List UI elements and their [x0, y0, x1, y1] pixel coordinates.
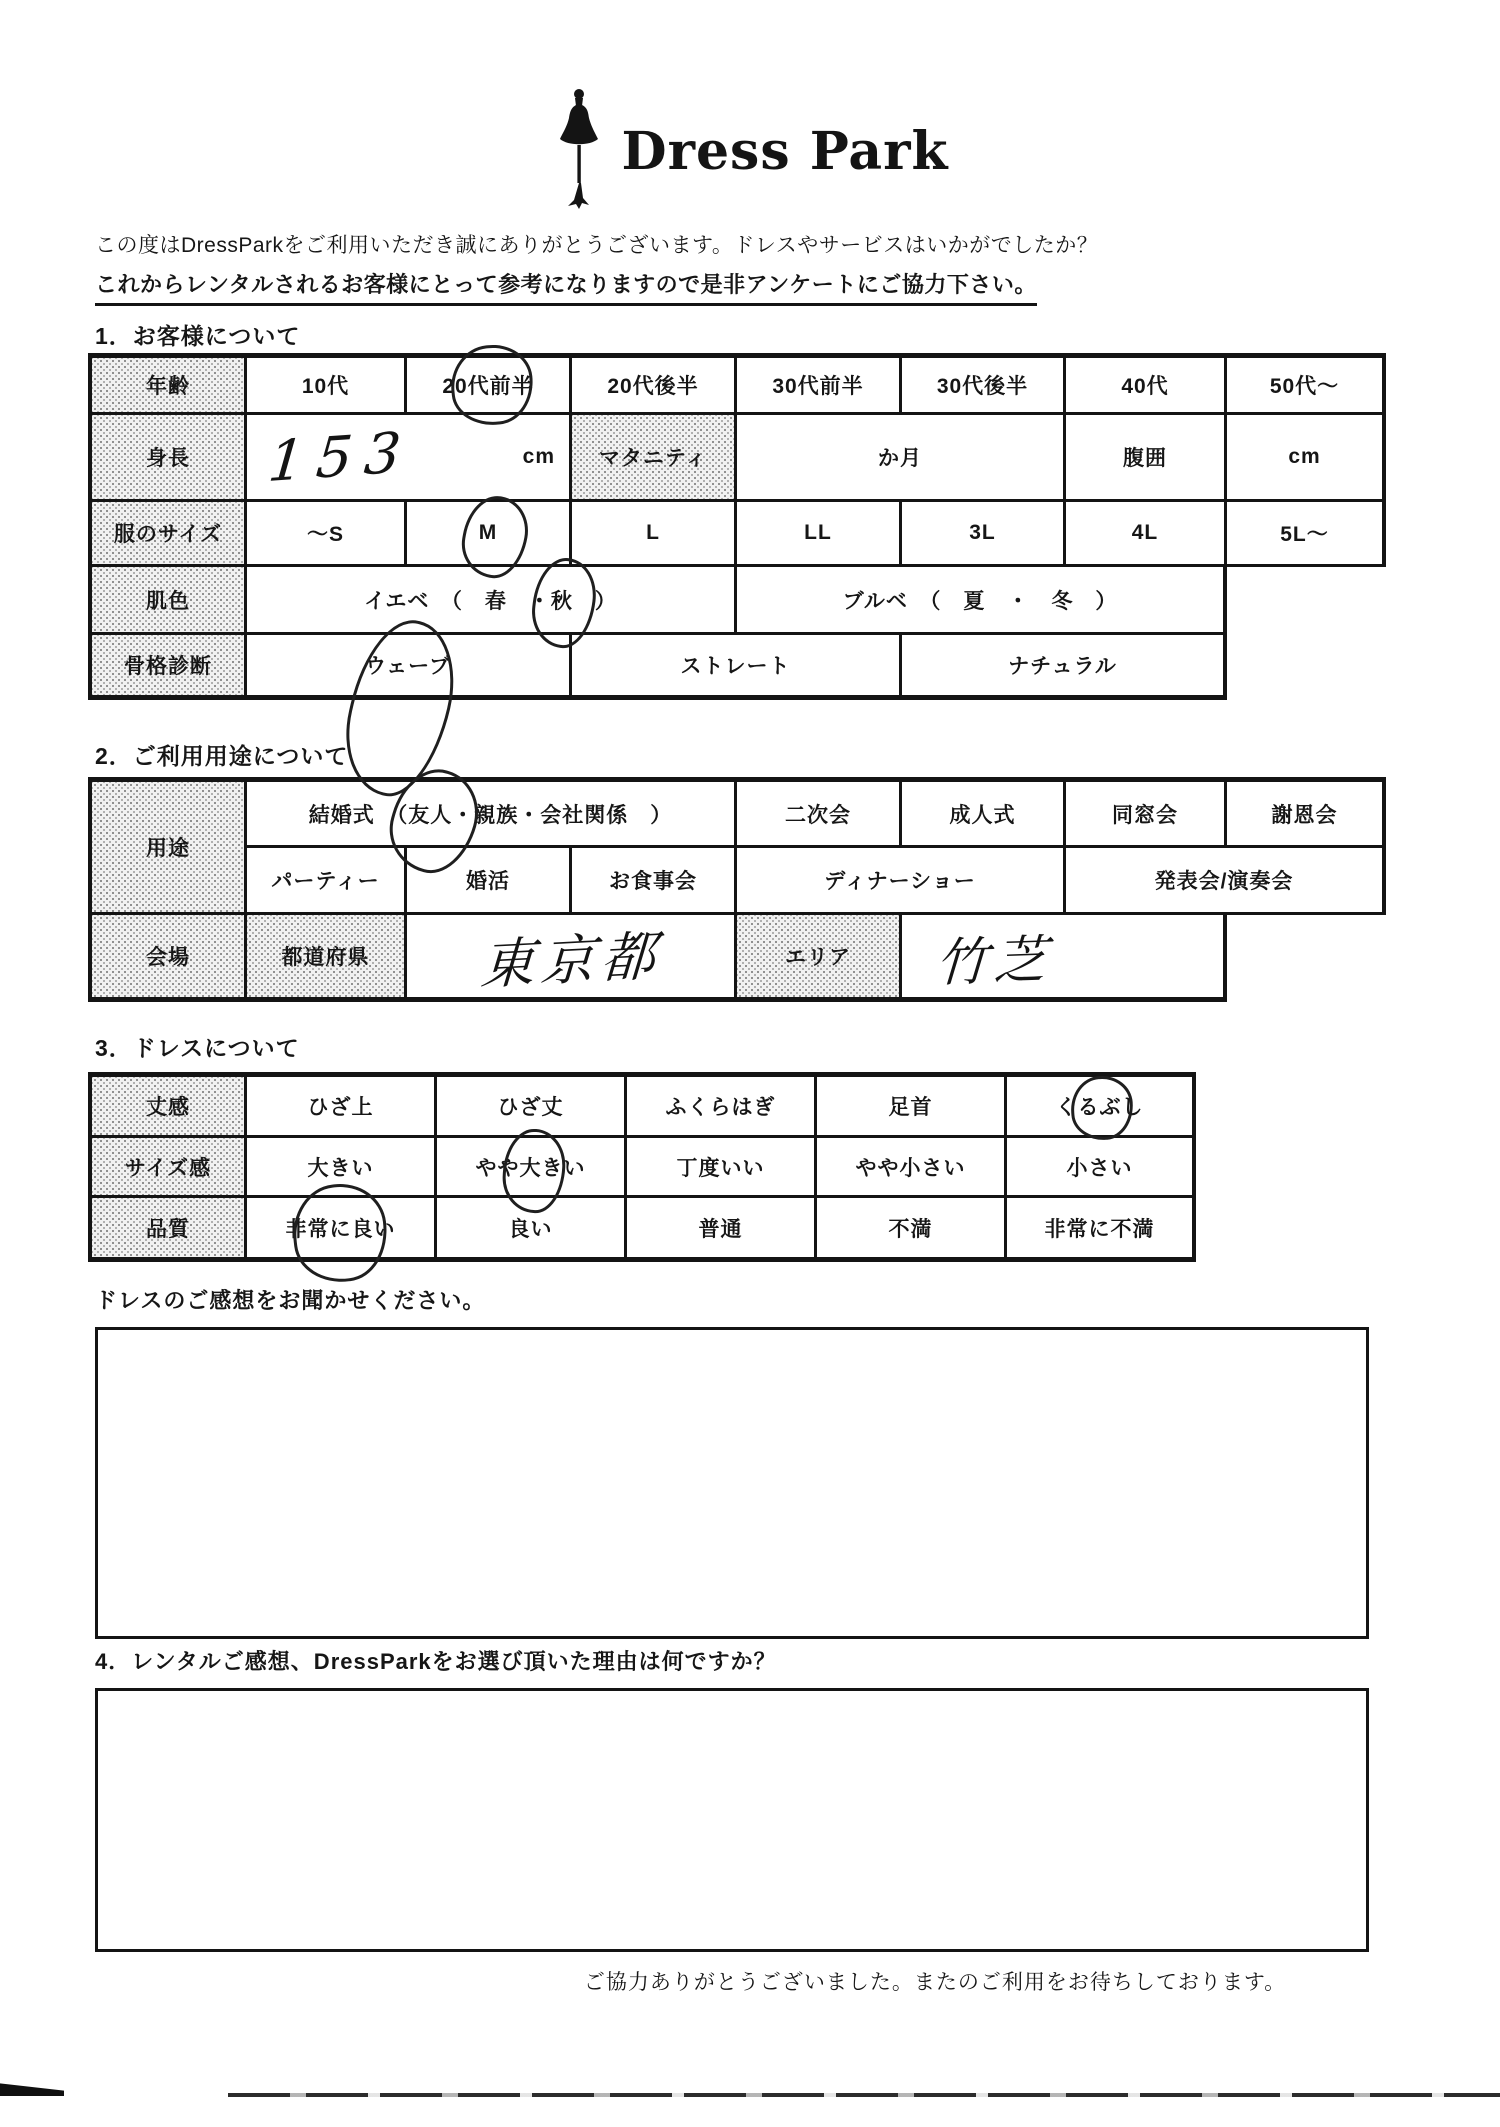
section2-title: 2．ご利用用途について — [95, 743, 349, 769]
quality-opt-0[interactable] — [247, 1198, 437, 1262]
purpose-opt-nijikai[interactable]: 二次会 — [737, 782, 902, 848]
scan-artifact-wedge — [0, 2078, 64, 2096]
dress-table — [88, 1072, 1196, 1262]
dress-form-icon — [551, 88, 605, 215]
length-opt-0[interactable]: ひざ上 — [247, 1077, 437, 1138]
footer-thanks: ご協力ありがとうございました。またのご利用をお待ちしております。 — [583, 1971, 1287, 1994]
age-opt-0[interactable]: 10代 — [247, 358, 407, 415]
skin-opt-blue[interactable]: ブルベ （ 夏 ・ 冬 ） — [737, 567, 1227, 635]
size-opt-5[interactable]: 4L — [1066, 502, 1227, 567]
area-value[interactable] — [902, 915, 1227, 1002]
fit-opt-1-label: やや大きい — [475, 1156, 586, 1180]
skin-yellow-circled: 秋 — [550, 589, 573, 613]
maternity-label: マタニティ — [572, 415, 737, 502]
size-opt-1[interactable] — [407, 502, 572, 567]
scan-artifact-line — [228, 2093, 1500, 2097]
purpose-opt-dinnershow[interactable]: ディナーショー — [737, 848, 1066, 915]
dress-feedback-box[interactable] — [95, 1327, 1369, 1639]
section4-title: 4．レンタルご感想、DressParkをお選び頂いた理由は何ですか？ — [95, 1649, 777, 1674]
size-opt-3[interactable]: LL — [737, 502, 902, 567]
age-opt-6[interactable]: 50代～ — [1227, 358, 1386, 415]
fit-opt-1[interactable] — [437, 1138, 627, 1198]
size-row — [92, 502, 1386, 567]
wedding-pre: 結婚式 （ — [308, 803, 409, 827]
skin-opt-yellow[interactable] — [247, 567, 737, 635]
purpose-opt-oshokujikai[interactable]: お食事会 — [572, 848, 737, 915]
purpose-opt-party[interactable]: パーティー — [247, 848, 407, 915]
quality-opt-0-label: 非常に良い — [285, 1217, 396, 1241]
skeleton-opt-0[interactable] — [247, 635, 572, 700]
purpose-label: 用途 — [92, 782, 247, 915]
length-opt-4-label: くるぶし — [1055, 1096, 1144, 1119]
quality-opt-3[interactable]: 不満 — [817, 1198, 1007, 1262]
purpose-opt-happyoukai[interactable]: 発表会/演奏会 — [1066, 848, 1386, 915]
length-row — [92, 1077, 1196, 1138]
size-opt-1-label: M — [478, 521, 498, 544]
prefecture-label: 都道府県 — [247, 915, 407, 1002]
length-opt-4[interactable] — [1007, 1077, 1196, 1138]
length-opt-1[interactable]: ひざ丈 — [437, 1077, 627, 1138]
waist-unit[interactable]: cm — [1227, 415, 1386, 502]
quality-opt-4[interactable]: 非常に不満 — [1007, 1198, 1196, 1262]
height-row-label: 身長 — [92, 415, 247, 502]
quality-opt-2[interactable]: 普通 — [627, 1198, 817, 1262]
venue-row — [92, 915, 1386, 1002]
size-opt-6[interactable]: 5L～ — [1227, 502, 1386, 567]
quality-row — [92, 1198, 1196, 1262]
fit-row — [92, 1138, 1196, 1198]
logo — [0, 88, 1500, 215]
height-handwritten: 153 — [265, 419, 416, 495]
size-row-label: 服のサイズ — [92, 502, 247, 567]
fit-row-label: サイズ感 — [92, 1138, 247, 1198]
quality-row-label: 品質 — [92, 1198, 247, 1262]
purpose-opt-konkatsu[interactable]: 婚活 — [407, 848, 572, 915]
usage-table — [88, 777, 1386, 1002]
skin-yellow-pre: イエベ （ 春 ・ — [364, 589, 551, 613]
length-opt-3[interactable]: 足首 — [817, 1077, 1007, 1138]
maternity-months[interactable]: か月 — [737, 415, 1066, 502]
age-opt-1[interactable] — [407, 358, 572, 415]
height-value[interactable] — [247, 415, 572, 502]
skin-row — [92, 567, 1386, 635]
fit-opt-2[interactable]: 丁度いい — [627, 1138, 817, 1198]
prefecture-handwritten: 東京都 — [478, 923, 663, 997]
age-row-label: 年齢 — [92, 358, 247, 415]
size-opt-4[interactable]: 3L — [902, 502, 1066, 567]
age-opt-5[interactable]: 40代 — [1066, 358, 1227, 415]
section1-title: 1．お客様について — [95, 323, 301, 349]
fit-opt-4[interactable]: 小さい — [1007, 1138, 1196, 1198]
size-opt-2[interactable]: L — [572, 502, 737, 567]
age-opt-2[interactable]: 20代後半 — [572, 358, 737, 415]
skeleton-row-label: 骨格診断 — [92, 635, 247, 700]
purpose-opt-dousoukai[interactable]: 同窓会 — [1066, 782, 1227, 848]
area-handwritten: 竹芝 — [933, 929, 1054, 994]
purpose-opt-wedding[interactable] — [247, 782, 737, 848]
length-row-label: 丈感 — [92, 1077, 247, 1138]
size-opt-0[interactable]: ～S — [247, 502, 407, 567]
rental-feedback-box[interactable] — [95, 1688, 1369, 1952]
prefecture-value[interactable] — [407, 915, 737, 1002]
purpose-row2 — [247, 848, 1386, 915]
quality-opt-1[interactable]: 良い — [437, 1198, 627, 1262]
height-row — [92, 415, 1386, 502]
intro-text — [95, 232, 1415, 306]
age-opt-3[interactable]: 30代前半 — [737, 358, 902, 415]
customer-table — [88, 353, 1386, 700]
purpose-row1 — [247, 782, 1386, 848]
venue-label: 会場 — [92, 915, 247, 1002]
purpose-opt-seijinshiki[interactable]: 成人式 — [902, 782, 1066, 848]
skeleton-opt-0-label: ウェーブ — [364, 655, 452, 678]
age-row — [92, 358, 1386, 415]
purpose-opt-shaonkai[interactable]: 謝恩会 — [1227, 782, 1386, 848]
intro-line1: この度はDressParkをご利用いただき誠にありがとうございます。ドレスやサービスはいかがでしたか？ — [95, 234, 1099, 257]
fit-opt-3[interactable]: やや小さい — [817, 1138, 1007, 1198]
skin-row-label: 肌色 — [92, 567, 247, 635]
skin-yellow-post: ） — [572, 589, 617, 613]
wedding-circled: 友人 — [408, 803, 453, 827]
intro-line2: これからレンタルされるお客様にとって参考になりますので是非アンケートにご協力下さい。 — [95, 271, 1037, 306]
waist-label: 腹囲 — [1066, 415, 1227, 502]
purpose-block — [92, 782, 1386, 915]
wedding-post: ・親族・会社関係 ） — [452, 803, 673, 827]
skeleton-opt-2[interactable]: ナチュラル — [902, 635, 1227, 700]
section3-title: 3．ドレスについて — [95, 1035, 300, 1061]
skeleton-opt-1[interactable]: ストレート — [572, 635, 902, 700]
fit-opt-0[interactable]: 大きい — [247, 1138, 437, 1198]
area-label: エリア — [737, 915, 902, 1002]
brand-name: Dress Park — [621, 121, 949, 182]
dress-feedback-label: ドレスのご感想をお聞かせください。 — [95, 1288, 486, 1313]
age-opt-4[interactable]: 30代後半 — [902, 358, 1066, 415]
age-opt-1-label: 20代前半 — [442, 375, 534, 398]
skeleton-row — [92, 635, 1386, 700]
length-opt-2[interactable]: ふくらはぎ — [627, 1077, 817, 1138]
height-unit: cm — [522, 445, 555, 468]
